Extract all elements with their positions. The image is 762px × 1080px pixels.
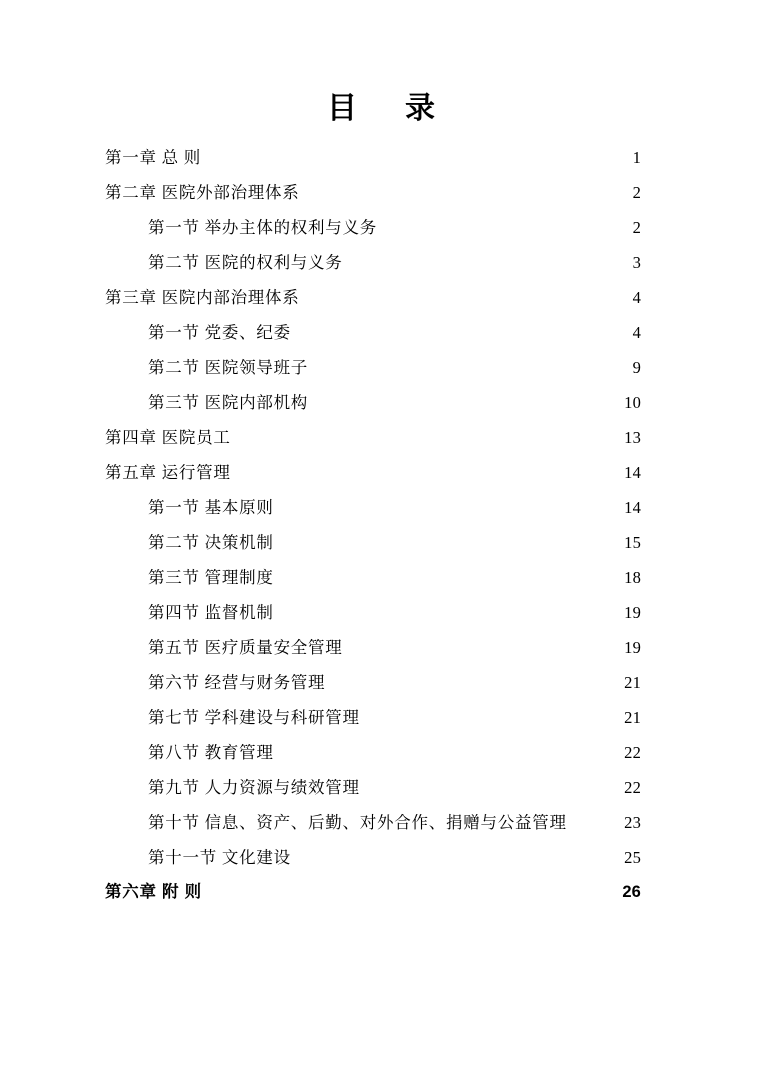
toc-page-number: 9 bbox=[632, 358, 641, 377]
toc-entry[interactable] bbox=[105, 175, 641, 210]
toc-entry[interactable] bbox=[105, 420, 641, 455]
toc-entry-label: 第五节 医疗质量安全管理 bbox=[148, 638, 343, 657]
toc-entry[interactable] bbox=[148, 210, 641, 245]
toc-leader-dots bbox=[313, 392, 617, 409]
toc-entry-label: 第二节 医院领导班子 bbox=[148, 358, 309, 377]
toc-page-number: 1 bbox=[632, 148, 641, 167]
toc-leader-dots bbox=[231, 462, 617, 479]
toc-entry-label: 第十节 信息、资产、后勤、对外合作、捐赠与公益管理 bbox=[148, 813, 567, 832]
toc-leader-dots bbox=[360, 777, 617, 794]
toc-leader-dots bbox=[300, 182, 617, 199]
toc-entry[interactable] bbox=[148, 840, 641, 875]
toc-leader-dots bbox=[360, 707, 617, 724]
toc-leader-dots bbox=[296, 847, 617, 864]
toc-page-number: 14 bbox=[624, 463, 641, 482]
toc-page-number: 2 bbox=[632, 218, 641, 237]
toc-leader-dots bbox=[274, 567, 617, 584]
toc-leader-dots bbox=[325, 672, 617, 689]
toc-entry-label: 第二章 医院外部治理体系 bbox=[105, 183, 300, 202]
toc-entry[interactable] bbox=[105, 455, 641, 490]
toc-entry-label: 第一章 总 则 bbox=[105, 148, 201, 167]
toc-entry[interactable] bbox=[148, 595, 641, 630]
toc-entry-label: 第三章 医院内部治理体系 bbox=[105, 288, 300, 307]
toc-leader-dots bbox=[296, 322, 617, 339]
toc-leader-dots bbox=[567, 812, 617, 829]
toc-entry-label: 第八节 教育管理 bbox=[148, 743, 274, 762]
toc-entry[interactable] bbox=[148, 490, 641, 525]
toc-entry-label: 第二节 医院的权利与义务 bbox=[148, 253, 343, 272]
toc-page-number: 3 bbox=[632, 253, 641, 272]
toc-entry[interactable] bbox=[105, 875, 641, 910]
toc-page-number: 22 bbox=[624, 743, 641, 762]
toc-page-number: 18 bbox=[624, 568, 641, 587]
toc-page-number: 22 bbox=[624, 778, 641, 797]
toc-entry-label: 第二节 决策机制 bbox=[148, 533, 274, 552]
toc-leader-dots bbox=[300, 287, 617, 304]
toc-entry[interactable] bbox=[148, 700, 641, 735]
toc-entry[interactable] bbox=[148, 630, 641, 665]
toc-leader-dots bbox=[202, 881, 617, 898]
toc-page-number: 19 bbox=[624, 603, 641, 622]
toc-page-number: 10 bbox=[624, 393, 641, 412]
toc-page-number: 26 bbox=[622, 883, 641, 901]
toc-entry-label: 第九节 人力资源与绩效管理 bbox=[148, 778, 360, 797]
toc-entry[interactable] bbox=[148, 735, 641, 770]
toc-entry-label: 第六章 附 则 bbox=[105, 883, 202, 901]
toc-entry[interactable] bbox=[148, 385, 641, 420]
toc-page-number: 2 bbox=[632, 183, 641, 202]
toc-entry-label: 第一节 举办主体的权利与义务 bbox=[148, 218, 378, 237]
toc-leader-dots bbox=[313, 357, 617, 374]
toc-page-number: 14 bbox=[624, 498, 641, 517]
toc-leader-dots bbox=[343, 637, 617, 654]
page-title: 目 录 bbox=[327, 92, 444, 125]
toc-entry-label: 第一节 党委、纪委 bbox=[148, 323, 291, 342]
toc-entry[interactable] bbox=[148, 665, 641, 700]
toc-entry-label: 第五章 运行管理 bbox=[105, 463, 231, 482]
toc-entry[interactable] bbox=[148, 245, 641, 280]
toc-entry[interactable] bbox=[148, 315, 641, 350]
toc-entry[interactable] bbox=[148, 770, 641, 805]
toc-leader-dots bbox=[274, 602, 617, 619]
toc-entry-label: 第四章 医院员工 bbox=[105, 428, 231, 447]
toc-page-number: 21 bbox=[624, 673, 641, 692]
toc-entry[interactable] bbox=[105, 280, 641, 315]
toc-page-number: 25 bbox=[624, 848, 641, 867]
toc-page-number: 15 bbox=[624, 533, 641, 552]
toc-entry-label: 第三节 管理制度 bbox=[148, 568, 274, 587]
toc-leader-dots bbox=[274, 742, 617, 759]
toc-leader-dots bbox=[274, 532, 617, 549]
toc-entry[interactable] bbox=[105, 140, 641, 175]
toc-page-number: 4 bbox=[632, 323, 641, 342]
toc-page-number: 23 bbox=[624, 813, 641, 832]
toc-page-number: 13 bbox=[624, 428, 641, 447]
toc-leader-dots bbox=[231, 427, 617, 444]
toc-entry[interactable] bbox=[148, 350, 641, 385]
toc-entry-label: 第七节 学科建设与科研管理 bbox=[148, 708, 360, 727]
toc-entry-label: 第三节 医院内部机构 bbox=[148, 393, 309, 412]
toc-leader-dots bbox=[201, 147, 617, 164]
toc-entry-label: 第一节 基本原则 bbox=[148, 498, 274, 517]
toc-leader-dots bbox=[343, 252, 617, 269]
toc-entry-label: 第四节 监督机制 bbox=[148, 603, 274, 622]
toc-list bbox=[105, 140, 641, 910]
toc-page-number: 19 bbox=[624, 638, 641, 657]
toc-leader-dots bbox=[279, 497, 617, 514]
toc-entry[interactable] bbox=[148, 805, 641, 840]
toc-entry-label: 第十一节 文化建设 bbox=[148, 848, 291, 867]
toc-entry[interactable] bbox=[148, 560, 641, 595]
toc-page-number: 21 bbox=[624, 708, 641, 727]
toc-entry[interactable] bbox=[148, 525, 641, 560]
toc-entry-label: 第六节 经营与财务管理 bbox=[148, 673, 326, 692]
toc-leader-dots bbox=[382, 217, 617, 234]
toc-page-number: 4 bbox=[632, 288, 641, 307]
